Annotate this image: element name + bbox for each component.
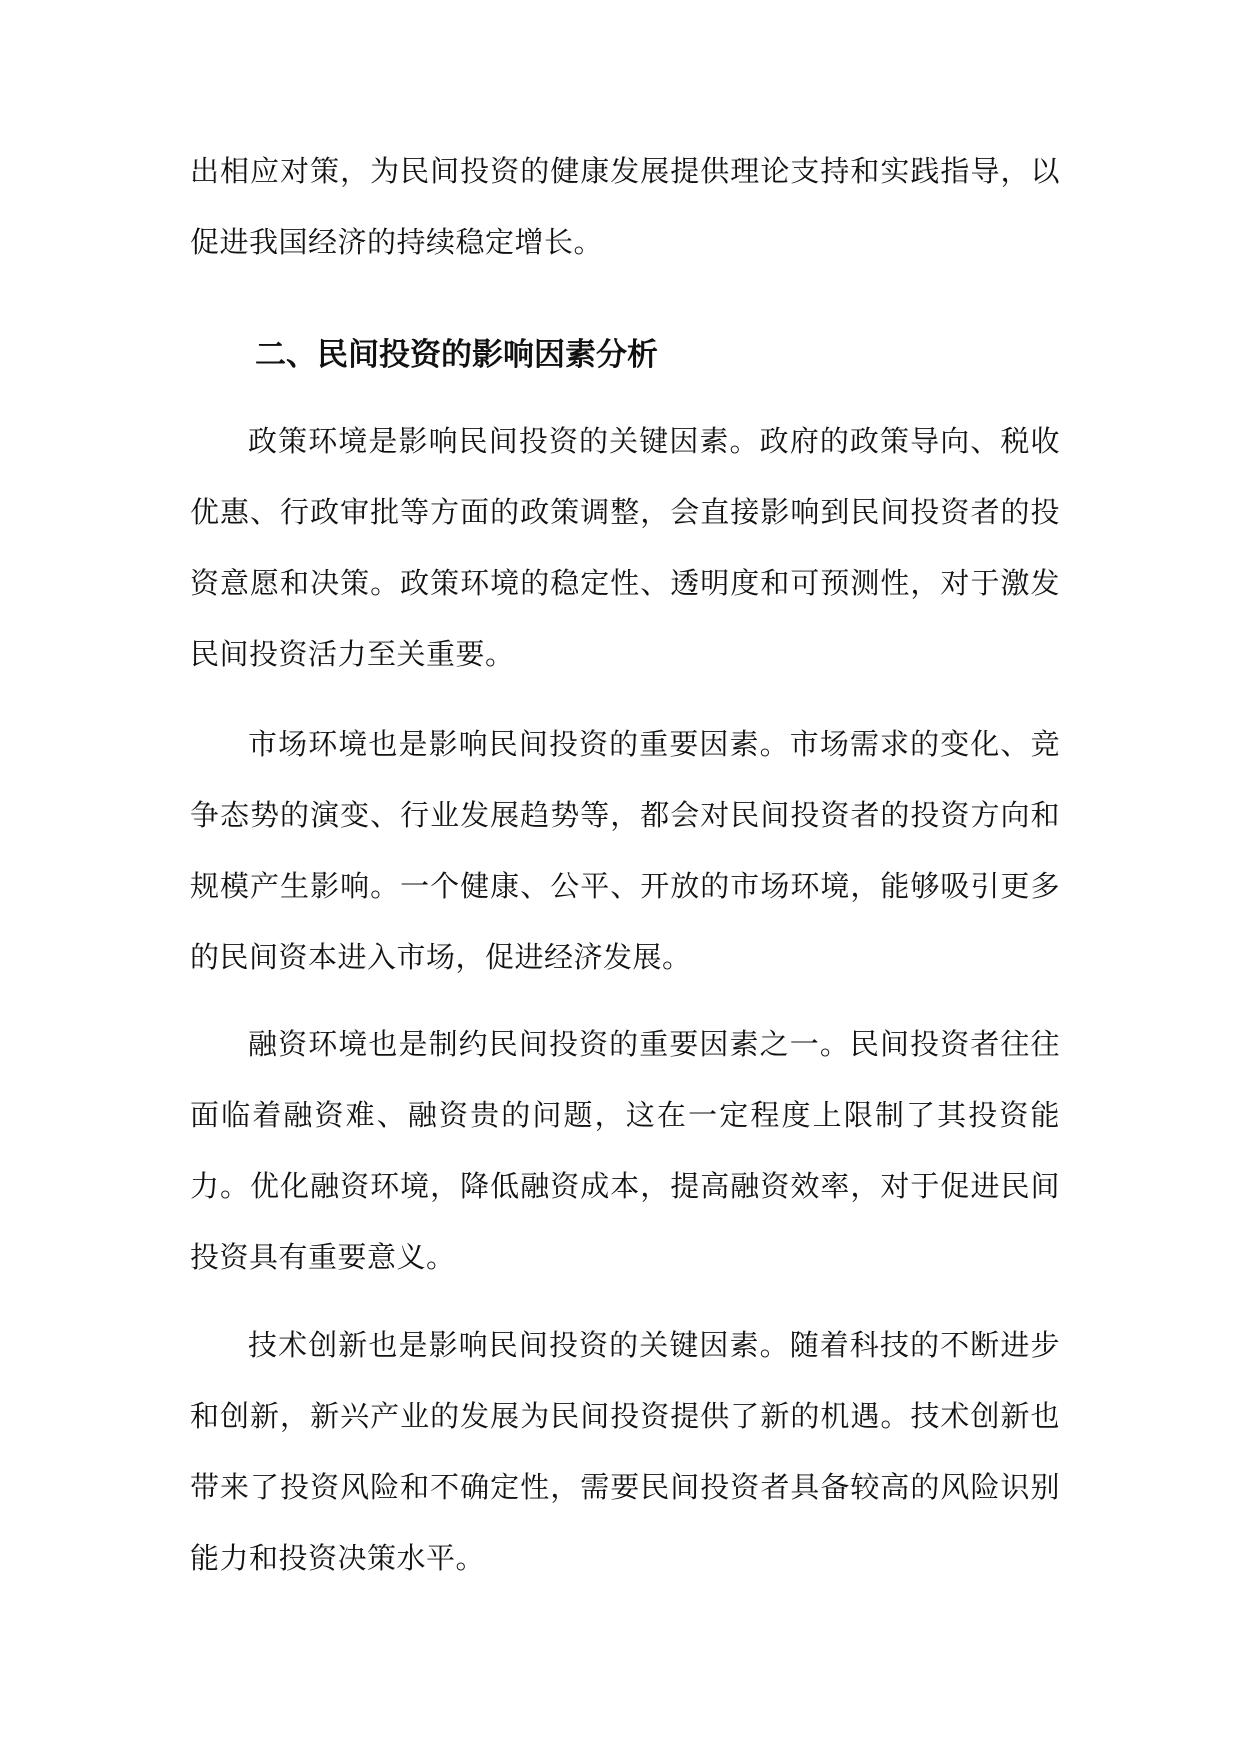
- paragraph-market-environment: 市场环境也是影响民间投资的重要因素。市场需求的变化、竞争态势的演变、行业发展趋势等，都会对民间投资者的投资方向和规模产生影响。一个健康、公平、开放的市场环境，能够吸引更多的民间资本进入市场，促进经济发展。: [190, 727, 1060, 974]
- section-heading: 二、民间投资的影响因素分析: [255, 337, 658, 373]
- paragraph-financing-environment: 融资环境也是制约民间投资的重要因素之一。民间投资者往往面临着融资难、融资贵的问题，这在一定程度上限制了其投资能力。优化融资环境，降低融资成本，提高融资效率，对于促进民间投资具有重要意义。: [190, 1027, 1060, 1274]
- paragraph-policy-environment: 政策环境是影响民间投资的关键因素。政府的政策导向、税收优惠、行政审批等方面的政策调整，会直接影响到民间投资者的投资意愿和决策。政策环境的稳定性、透明度和可预测性，对于激发民间投资活力至关重要。: [190, 424, 1060, 671]
- paragraph-technology-innovation: 技术创新也是影响民间投资的关键因素。随着科技的不断进步和创新，新兴产业的发展为民间投资提供了新的机遇。技术创新也带来了投资风险和不确定性，需要民间投资者具备较高的风险识别能力和投资决策水平。: [190, 1328, 1060, 1575]
- continuation-paragraph: 出相应对策，为民间投资的健康发展提供理论支持和实践指导，以促进我国经济的持续稳定增长。: [190, 154, 1060, 259]
